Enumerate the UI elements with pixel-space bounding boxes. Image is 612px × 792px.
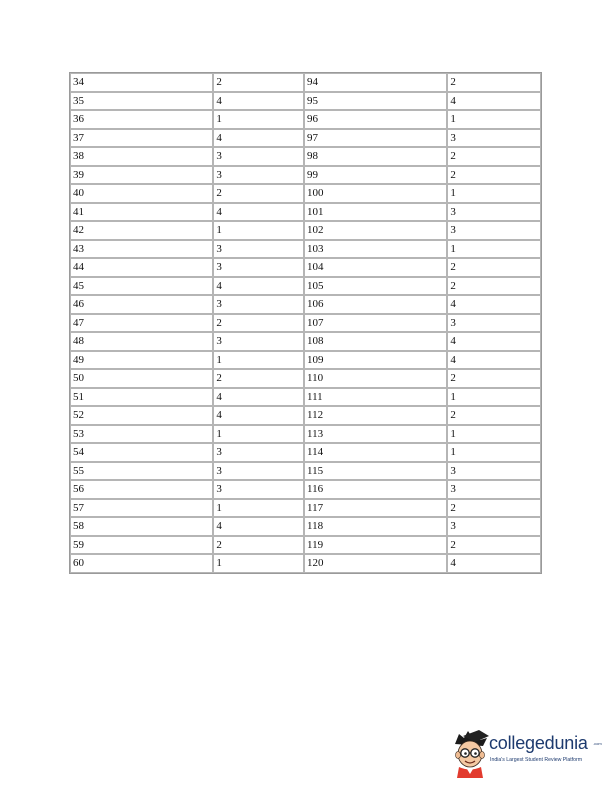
answer-key-cell: 3 <box>213 443 304 462</box>
answer-key-cell: 2 <box>447 406 541 425</box>
question-number-cell: 106 <box>304 295 447 314</box>
answer-key-cell: 4 <box>213 129 304 148</box>
question-number-cell: 57 <box>70 499 213 518</box>
question-number-cell: 59 <box>70 536 213 555</box>
table-row <box>70 110 541 129</box>
answer-key-cell: 1 <box>213 110 304 129</box>
question-number-cell: 38 <box>70 147 213 166</box>
table-row <box>70 554 541 573</box>
question-number-cell: 55 <box>70 462 213 481</box>
brand-tagline: India's Largest Student Review Platform <box>490 757 583 763</box>
answer-key-cell: 4 <box>447 332 541 351</box>
question-number-cell: 41 <box>70 203 213 222</box>
answer-key-cell: 1 <box>447 110 541 129</box>
answer-key-cell: 2 <box>447 258 541 277</box>
table-row <box>70 480 541 499</box>
question-number-cell: 107 <box>304 314 447 333</box>
answer-key-cell: 4 <box>213 277 304 296</box>
question-number-cell: 56 <box>70 480 213 499</box>
table-row <box>70 499 541 518</box>
answer-key-cell: 2 <box>447 499 541 518</box>
question-number-cell: 112 <box>304 406 447 425</box>
question-number-cell: 50 <box>70 369 213 388</box>
answer-key-cell: 3 <box>447 517 541 536</box>
table-row <box>70 147 541 166</box>
answer-key-cell: 3 <box>447 221 541 240</box>
question-number-cell: 95 <box>304 92 447 111</box>
table-row <box>70 129 541 148</box>
graduate-mascot-icon <box>449 728 491 778</box>
answer-key-cell: 3 <box>447 480 541 499</box>
brand-suffix: .com <box>593 741 602 746</box>
question-number-cell: 105 <box>304 277 447 296</box>
table-row <box>70 425 541 444</box>
answer-key-cell: 1 <box>447 425 541 444</box>
answer-key-cell: 3 <box>447 462 541 481</box>
question-number-cell: 99 <box>304 166 447 185</box>
table-row <box>70 184 541 203</box>
question-number-cell: 36 <box>70 110 213 129</box>
question-number-cell: 110 <box>304 369 447 388</box>
question-number-cell: 94 <box>304 73 447 92</box>
collegedunia-logo[interactable] <box>449 728 604 778</box>
table-row <box>70 332 541 351</box>
question-number-cell: 115 <box>304 462 447 481</box>
question-number-cell: 119 <box>304 536 447 555</box>
table-row <box>70 369 541 388</box>
answer-key-cell: 2 <box>213 73 304 92</box>
question-number-cell: 52 <box>70 406 213 425</box>
answer-key-cell: 2 <box>447 277 541 296</box>
question-number-cell: 51 <box>70 388 213 407</box>
brand-name: collegedunia <box>489 733 588 753</box>
answer-key-cell: 2 <box>213 369 304 388</box>
answer-key-cell: 3 <box>213 332 304 351</box>
answer-key-cell: 4 <box>447 351 541 370</box>
answer-key-cell: 4 <box>447 554 541 573</box>
question-number-cell: 49 <box>70 351 213 370</box>
table-row <box>70 443 541 462</box>
answer-key-cell: 1 <box>447 240 541 259</box>
table-row <box>70 166 541 185</box>
question-number-cell: 43 <box>70 240 213 259</box>
question-number-cell: 48 <box>70 332 213 351</box>
question-number-cell: 111 <box>304 388 447 407</box>
answer-key-cell: 1 <box>213 425 304 444</box>
table-row <box>70 388 541 407</box>
answer-key-cell: 3 <box>447 203 541 222</box>
question-number-cell: 101 <box>304 203 447 222</box>
answer-key-cell: 4 <box>213 92 304 111</box>
answer-key-cell: 3 <box>447 129 541 148</box>
answer-key-cell: 3 <box>213 480 304 499</box>
question-number-cell: 60 <box>70 554 213 573</box>
answer-key-cell: 2 <box>213 184 304 203</box>
answer-key-cell: 2 <box>213 314 304 333</box>
question-number-cell: 37 <box>70 129 213 148</box>
answer-key-cell: 2 <box>447 147 541 166</box>
question-number-cell: 54 <box>70 443 213 462</box>
question-number-cell: 47 <box>70 314 213 333</box>
question-number-cell: 109 <box>304 351 447 370</box>
answer-key-cell: 3 <box>213 147 304 166</box>
table-row <box>70 314 541 333</box>
answer-key-cell: 3 <box>213 258 304 277</box>
answer-key-cell: 2 <box>447 73 541 92</box>
question-number-cell: 103 <box>304 240 447 259</box>
question-number-cell: 113 <box>304 425 447 444</box>
table-row <box>70 221 541 240</box>
question-number-cell: 46 <box>70 295 213 314</box>
table-row <box>70 295 541 314</box>
question-number-cell: 102 <box>304 221 447 240</box>
answer-key-cell: 2 <box>447 536 541 555</box>
table-row <box>70 536 541 555</box>
question-number-cell: 117 <box>304 499 447 518</box>
answer-key-cell: 1 <box>213 499 304 518</box>
table-row <box>70 406 541 425</box>
answer-table-body <box>70 73 541 573</box>
answer-key-cell: 3 <box>447 314 541 333</box>
answer-key-cell: 3 <box>213 240 304 259</box>
answer-key-cell: 3 <box>213 462 304 481</box>
answer-key-cell: 1 <box>447 388 541 407</box>
answer-key-cell: 1 <box>213 554 304 573</box>
question-number-cell: 104 <box>304 258 447 277</box>
table-row <box>70 258 541 277</box>
table-row <box>70 517 541 536</box>
question-number-cell: 53 <box>70 425 213 444</box>
answer-key-cell: 2 <box>447 369 541 388</box>
question-number-cell: 97 <box>304 129 447 148</box>
answer-key-cell: 2 <box>213 536 304 555</box>
answer-key-cell: 4 <box>213 517 304 536</box>
answer-key-cell: 4 <box>213 203 304 222</box>
question-number-cell: 98 <box>304 147 447 166</box>
table-row <box>70 277 541 296</box>
answer-key-cell: 4 <box>213 406 304 425</box>
question-number-cell: 100 <box>304 184 447 203</box>
answer-key-cell: 4 <box>447 92 541 111</box>
question-number-cell: 45 <box>70 277 213 296</box>
answer-table <box>69 72 542 574</box>
question-number-cell: 39 <box>70 166 213 185</box>
answer-key-cell: 3 <box>213 166 304 185</box>
question-number-cell: 108 <box>304 332 447 351</box>
answer-key-cell: 1 <box>213 221 304 240</box>
answer-key-cell: 2 <box>447 166 541 185</box>
answer-key-cell: 4 <box>213 388 304 407</box>
question-number-cell: 42 <box>70 221 213 240</box>
table-row <box>70 351 541 370</box>
table-row <box>70 462 541 481</box>
question-number-cell: 96 <box>304 110 447 129</box>
question-number-cell: 58 <box>70 517 213 536</box>
question-number-cell: 118 <box>304 517 447 536</box>
answer-key-cell: 1 <box>447 443 541 462</box>
table-row <box>70 240 541 259</box>
question-number-cell: 120 <box>304 554 447 573</box>
table-row <box>70 92 541 111</box>
answer-key-cell: 1 <box>447 184 541 203</box>
question-number-cell: 114 <box>304 443 447 462</box>
question-number-cell: 35 <box>70 92 213 111</box>
answer-key-cell: 3 <box>213 295 304 314</box>
table-row <box>70 203 541 222</box>
table-row <box>70 73 541 92</box>
answer-key-cell: 4 <box>447 295 541 314</box>
question-number-cell: 40 <box>70 184 213 203</box>
question-number-cell: 116 <box>304 480 447 499</box>
answer-key-cell: 1 <box>213 351 304 370</box>
question-number-cell: 34 <box>70 73 213 92</box>
question-number-cell: 44 <box>70 258 213 277</box>
